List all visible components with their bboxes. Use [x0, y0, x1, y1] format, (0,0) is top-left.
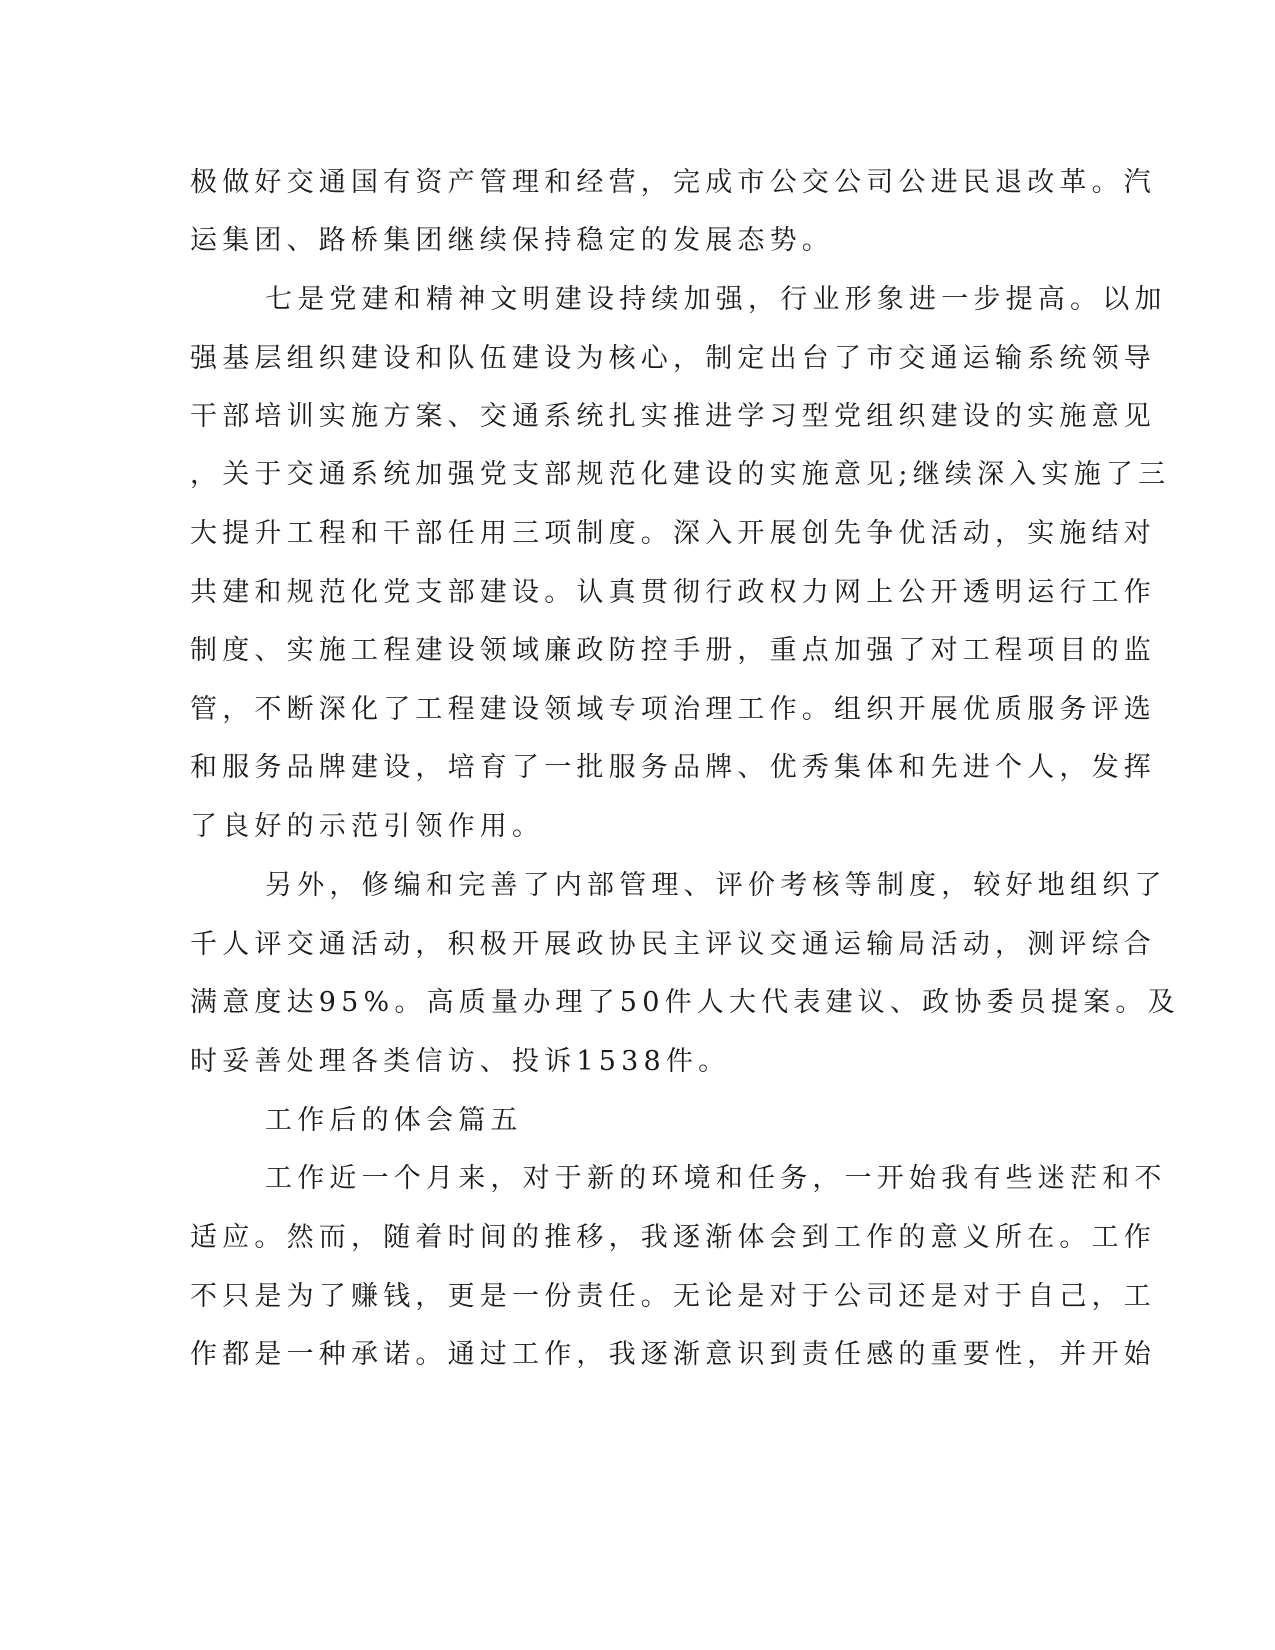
text-line: 管，不断深化了工程建设领域专项治理工作。组织开展优质服务评选	[190, 694, 1156, 725]
text-line: 作都是一种承诺。通过工作，我逐渐意识到责任感的重要性，并开始	[190, 1339, 1156, 1370]
text-line: 千人评交通活动，积极开展政协民主评议交通运输局活动，测评综合	[190, 929, 1156, 960]
text-line: 共建和规范化党支部建设。认真贯彻行政权力网上公开透明运行工作	[190, 577, 1156, 608]
text-line: 强基层组织建设和队伍建设为核心，制定出台了市交通运输系统领导	[190, 343, 1156, 374]
text-line: 极做好交通国有资产管理和经营，完成市公交公司公进民退改革。汽	[190, 167, 1156, 198]
text-line: 干部培训实施方案、交通系统扎实推进学习型党组织建设的实施意见	[190, 401, 1156, 432]
text-line: 和服务品牌建设，培育了一批服务品牌、优秀集体和先进个人，发挥	[190, 752, 1156, 783]
text-line: 制度、实施工程建设领域廉政防控手册，重点加强了对工程项目的监	[190, 635, 1156, 666]
text-line: 了良好的示范引领作用。	[190, 811, 545, 842]
text-line: 大提升工程和干部任用三项制度。深入开展创先争优活动，实施结对	[190, 518, 1156, 549]
text-line: 适应。然而，随着时间的推移，我逐渐体会到工作的意义所在。工作	[190, 1222, 1156, 1253]
text-line: 时妥善处理各类信访、投诉1538件。	[190, 1046, 731, 1077]
text-line: 满意度达95%。高质量办理了50件人大代表建议、政协委员提案。及	[190, 987, 1180, 1018]
text-line: ，关于交通系统加强党支部规范化建设的实施意见;继续深入实施了三	[190, 459, 1171, 490]
text-line: 运集团、路桥集团继续保持稳定的发展态势。	[190, 225, 834, 256]
paragraph-start-line: 另外，修编和完善了内部管理、评价考核等制度，较好地组织了	[265, 870, 1167, 901]
paragraph-start-line: 工作近一个月来，对于新的环境和任务，一开始我有些迷茫和不	[265, 1163, 1167, 1194]
paragraph-start-line: 七是党建和精神文明建设持续加强，行业形象进一步提高。以加	[265, 284, 1167, 315]
section-heading: 工作后的体会篇五	[265, 1105, 523, 1136]
text-line: 不只是为了赚钱，更是一份责任。无论是对于公司还是对于自己，工	[190, 1281, 1156, 1312]
